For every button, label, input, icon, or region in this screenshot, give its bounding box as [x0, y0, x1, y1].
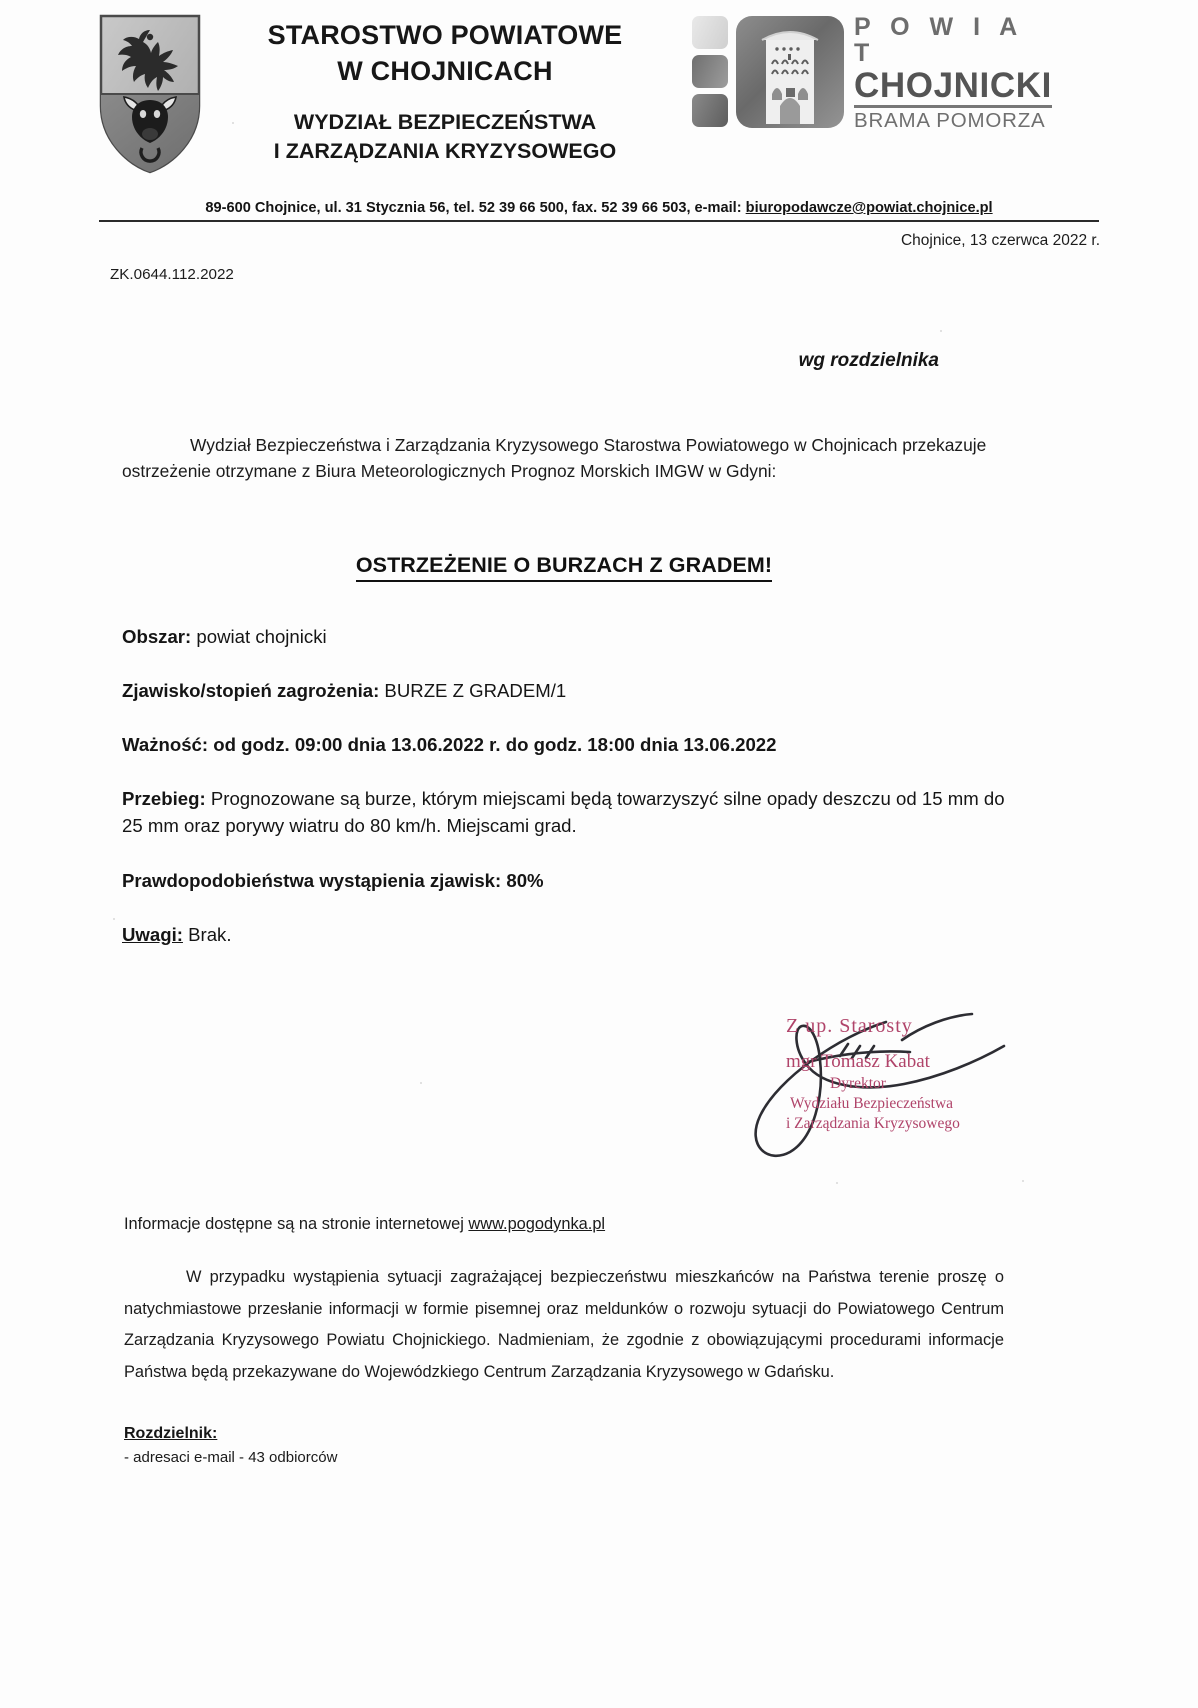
warning-title-text: OSTRZEŻENIE O BURZACH Z GRADEM! [356, 553, 772, 582]
field-uwagi [122, 921, 1006, 948]
field-waznosc [122, 731, 1006, 758]
warning-title [122, 553, 1006, 578]
field-uwagi-value: Brak. [182, 923, 232, 945]
field-zjawisko [122, 677, 1006, 704]
field-przebieg [122, 785, 1006, 839]
signature-block [690, 1000, 1020, 1200]
office-titles [210, 18, 680, 167]
info-source-line [124, 1215, 605, 1234]
signature-stamp-text [786, 1014, 1026, 1133]
logo-word-brama-pomorza: BRAMA POMORZA [854, 109, 1046, 133]
addressee-block [0, 350, 1198, 372]
date-line: Chojnice, 13 czerwca 2022 r. [900, 232, 1100, 249]
office-title-line2: W CHOJNICACH [337, 55, 553, 86]
powiat-chojnicki-logo [692, 13, 1052, 133]
department-line1: WYDZIAŁ BEZPIECZEŃSTWA [293, 109, 597, 134]
field-obszar [122, 623, 1006, 650]
logo-word-powiat: P O W I A T [854, 13, 1023, 68]
field-waznosc-label: Ważność: [122, 734, 209, 756]
field-prawdopodobienstwa-label: Prawdopodobieństwa wystąpienia zjawisk: [122, 869, 502, 891]
field-obszar-label: Obszar: [122, 625, 192, 647]
gate-tower-icon [736, 16, 844, 128]
document-body [122, 432, 1006, 975]
instructions-paragraph: W przypadku wystąpienia sytuacji zagrażającej bezpieczeństwu mieszkańców na Państwa terenie proszę o natychmiastowe przesłanie informacji w formie pisemnej oraz meldunków o rozwoju sytuacji do Powiatowego Centrum Zarządzania Kryzysowego Powiatu Chojnickiego. Nadmieniam, że zgodnie z obowiązującymi procedurami informacje Państwa będą przekazywane do Wojewódzkiego Centrum Zarządzania Kryzysowego w Gdańsku. [124, 1268, 1004, 1381]
pogodynka-link[interactable]: www.pogodynka.pl [468, 1215, 606, 1233]
intro-paragraph: Wydział Bezpieczeństwa i Zarządzania Kryzysowego Starostwa Powiatowego w Chojnicach przekazuje ostrzeżenie otrzymane z Biura Meteorologicznych Prognoz Morskich IMGW w Gdyni: [122, 435, 987, 482]
field-obszar-value: powiat chojnicki [191, 625, 327, 647]
coat-of-arms-icon [99, 14, 201, 174]
addressee-text: wg rozdzielnika [798, 350, 939, 371]
logo-wordmark [854, 14, 1054, 132]
field-prawdopodobienstwa-value: 80% [501, 869, 544, 891]
logo-divider [854, 105, 1052, 108]
department-line2: I ZARZĄDZANIA KRYZYSOWEGO [273, 139, 617, 164]
field-prawdopodobienstwa [122, 867, 1006, 894]
field-zjawisko-label: Zjawisko/stopień zagrożenia: [122, 680, 380, 702]
info-source-text: Informacje dostępne są na stronie internetowej [124, 1215, 469, 1233]
logo-bars-decoration [692, 16, 728, 128]
field-waznosc-value: od godz. 09:00 dnia 13.06.2022 r. do godz. 18:00 dnia 13.06.2022 [208, 734, 777, 756]
distribution-title: Rozdzielnik: [124, 1425, 218, 1442]
field-przebieg-label: Przebieg: [122, 788, 206, 810]
distribution-item: - adresaci e-mail - 43 odbiorców [124, 1449, 338, 1466]
reference-number: ZK.0644.112.2022 [110, 266, 234, 283]
address-line [99, 200, 1099, 220]
address-text: 89-600 Chojnice, ul. 31 Stycznia 56, tel. 52 39 66 500, fax. 52 39 66 503, e-mail: [205, 200, 746, 216]
warning-fields [122, 623, 1006, 948]
field-uwagi-label: Uwagi: [122, 923, 183, 945]
logo-word-chojnicki: CHOJNICKI [854, 65, 1052, 105]
signature-line-5: i Zarządzania Kryzysowego [786, 1114, 960, 1132]
distribution-block [124, 1425, 624, 1466]
field-zjawisko-value: BURZE Z GRADEM/1 [379, 680, 567, 702]
signature-line-2: mgr Tomasz Kabat [786, 1050, 930, 1072]
letterhead [0, 0, 1198, 200]
office-title-line1: STAROSTWO POWIATOWE [267, 20, 623, 50]
signature-line-3: Dyrektor [830, 1074, 886, 1092]
field-przebieg-value: Prognozowane są burze, którym miejscami będą towarzyszyć silne opady deszczu od 15 mm do 25 mm oraz porywy wiatru do 80 km/h. Miejscami grad. [122, 788, 1005, 837]
signature-line-4: Wydziału Bezpieczeństwa [790, 1094, 954, 1112]
signature-line-1: Z up. Starosty [786, 1015, 913, 1037]
address-strip [99, 200, 1099, 222]
email-link[interactable]: biuropodawcze@powiat.chojnice.pl [745, 200, 993, 216]
header-divider [99, 220, 1099, 222]
